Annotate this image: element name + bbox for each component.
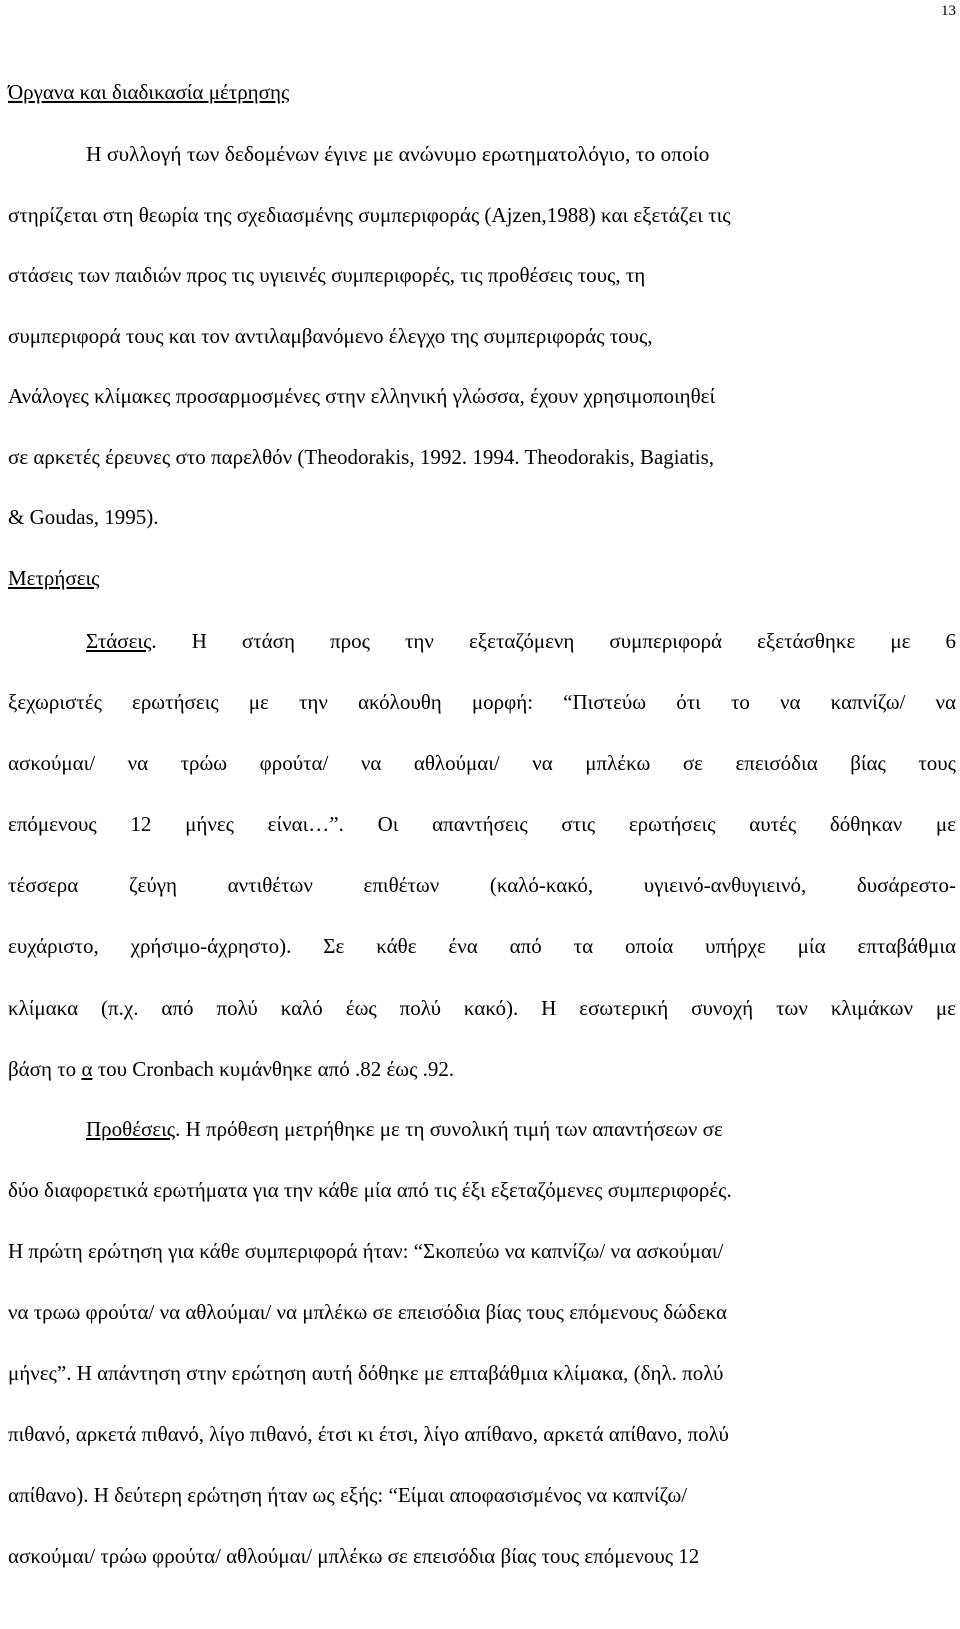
- text-line: ευχάριστο, χρήσιμο-άχρηστο). Σε κάθε ένα από τα οποία υπήρχε μία επταβάθμια: [8, 934, 956, 958]
- text-line: επόμενους 12 μήνες είναι…”. Οι απαντήσεις στις ερωτήσεις αυτές δόθηκαν με: [8, 812, 956, 836]
- text-line: Ανάλογες κλίμακες προσαρμοσμένες στην ελληνική γλώσσα, έχουν χρησιμοποιηθεί: [8, 384, 716, 408]
- intentions-label: Προθέσεις: [86, 1117, 176, 1141]
- text-line: πιθανό, αρκετά πιθανό, λίγο πιθανό, έτσι κι έτσι, λίγο απίθανο, αρκετά απίθανο, πολύ: [8, 1422, 729, 1446]
- text-line: στάσεις των παιδιών προς τις υγιεινές συμπεριφορές, τις προθέσεις τους, τη: [8, 263, 646, 287]
- text-span: βάση το: [8, 1057, 82, 1081]
- text-line: ασκούμαι/ τρώω φρούτα/ αθλούμαι/ μπλέκω σε επεισόδια βίας τους επόμενους 12: [8, 1544, 700, 1568]
- text-line: δύο διαφορετικά ερωτήματα για την κάθε μία από τις έξι εξεταζόμενες συμπεριφορές.: [8, 1178, 732, 1202]
- text-line: στηρίζεται στη θεωρία της σχεδιασμένης συμπεριφοράς (Ajzen,1988) και εξετάζει τις: [8, 203, 731, 227]
- text-line: Η πρώτη ερώτηση για κάθε συμπεριφορά ήταν: “Σκοπεύω να καπνίζω/ να ασκούμαι/: [8, 1239, 724, 1263]
- measures-heading: Μετρήσεις: [8, 566, 100, 590]
- page-number: 13: [941, 3, 956, 19]
- text-line: κλίμακα (π.χ. από πολύ καλό έως πολύ κακό). Η εσωτερική συνοχή των κλιμάκων με: [8, 996, 956, 1020]
- text-line: να τρωω φρούτα/ να αθλούμαι/ να μπλέκω σε επεισόδια βίας τους επόμενους δώδεκα: [8, 1300, 728, 1324]
- text-line: [86, 629, 956, 653]
- section-heading: Όργανα και διαδικασία μέτρησης: [8, 80, 290, 104]
- text-line: σε αρκετές έρευνες στο παρελθόν (Theodorakis, 1992. 1994. Theodorakis, Bagiatis,: [8, 445, 715, 469]
- text-line: ξεχωριστές ερωτήσεις με την ακόλουθη μορφή: “Πιστεύω ότι το να καπνίζω/ να: [8, 690, 956, 714]
- text-line: & Goudas, 1995).: [8, 505, 159, 529]
- text-line: συμπεριφορά τους και τον αντιλαμβανόμενο έλεγχο της συμπεριφοράς τους,: [8, 324, 653, 348]
- text-span: του Cronbach κυμάνθηκε από .82 έως .92.: [92, 1057, 455, 1081]
- text-span: . Η πρόθεση μετρήθηκε με τη συνολική τιμή των απαντήσεων σε: [175, 1117, 723, 1141]
- text-line: μήνες”. Η απάντηση στην ερώτηση αυτή δόθηκε με επταβάθμια κλίμακα, (δηλ. πολύ: [8, 1361, 724, 1385]
- text-span: . Η στάση προς την εξεταζόμενη συμπεριφορά εξετάσθηκε με 6: [151, 629, 956, 653]
- alpha-symbol: α: [81, 1057, 93, 1081]
- text-line: [8, 1057, 454, 1081]
- text-line: τέσσερα ζεύγη αντιθέτων επιθέτων (καλό-κακό, υγιεινό-ανθυγιεινό, δυσάρεστο-: [8, 873, 956, 897]
- attitudes-label: Στάσεις: [86, 629, 152, 653]
- text-line: [86, 1117, 723, 1141]
- text-line: Η συλλογή των δεδομένων έγινε με ανώνυμο ερωτηματολόγιο, το οποίο: [86, 142, 710, 166]
- text-line: ασκούμαι/ να τρώω φρούτα/ να αθλούμαι/ να μπλέκω σε επεισόδια βίας τους: [8, 751, 956, 775]
- text-line: απίθανο). Η δεύτερη ερώτηση ήταν ως εξής: “Είμαι αποφασισμένος να καπνίζω/: [8, 1483, 688, 1507]
